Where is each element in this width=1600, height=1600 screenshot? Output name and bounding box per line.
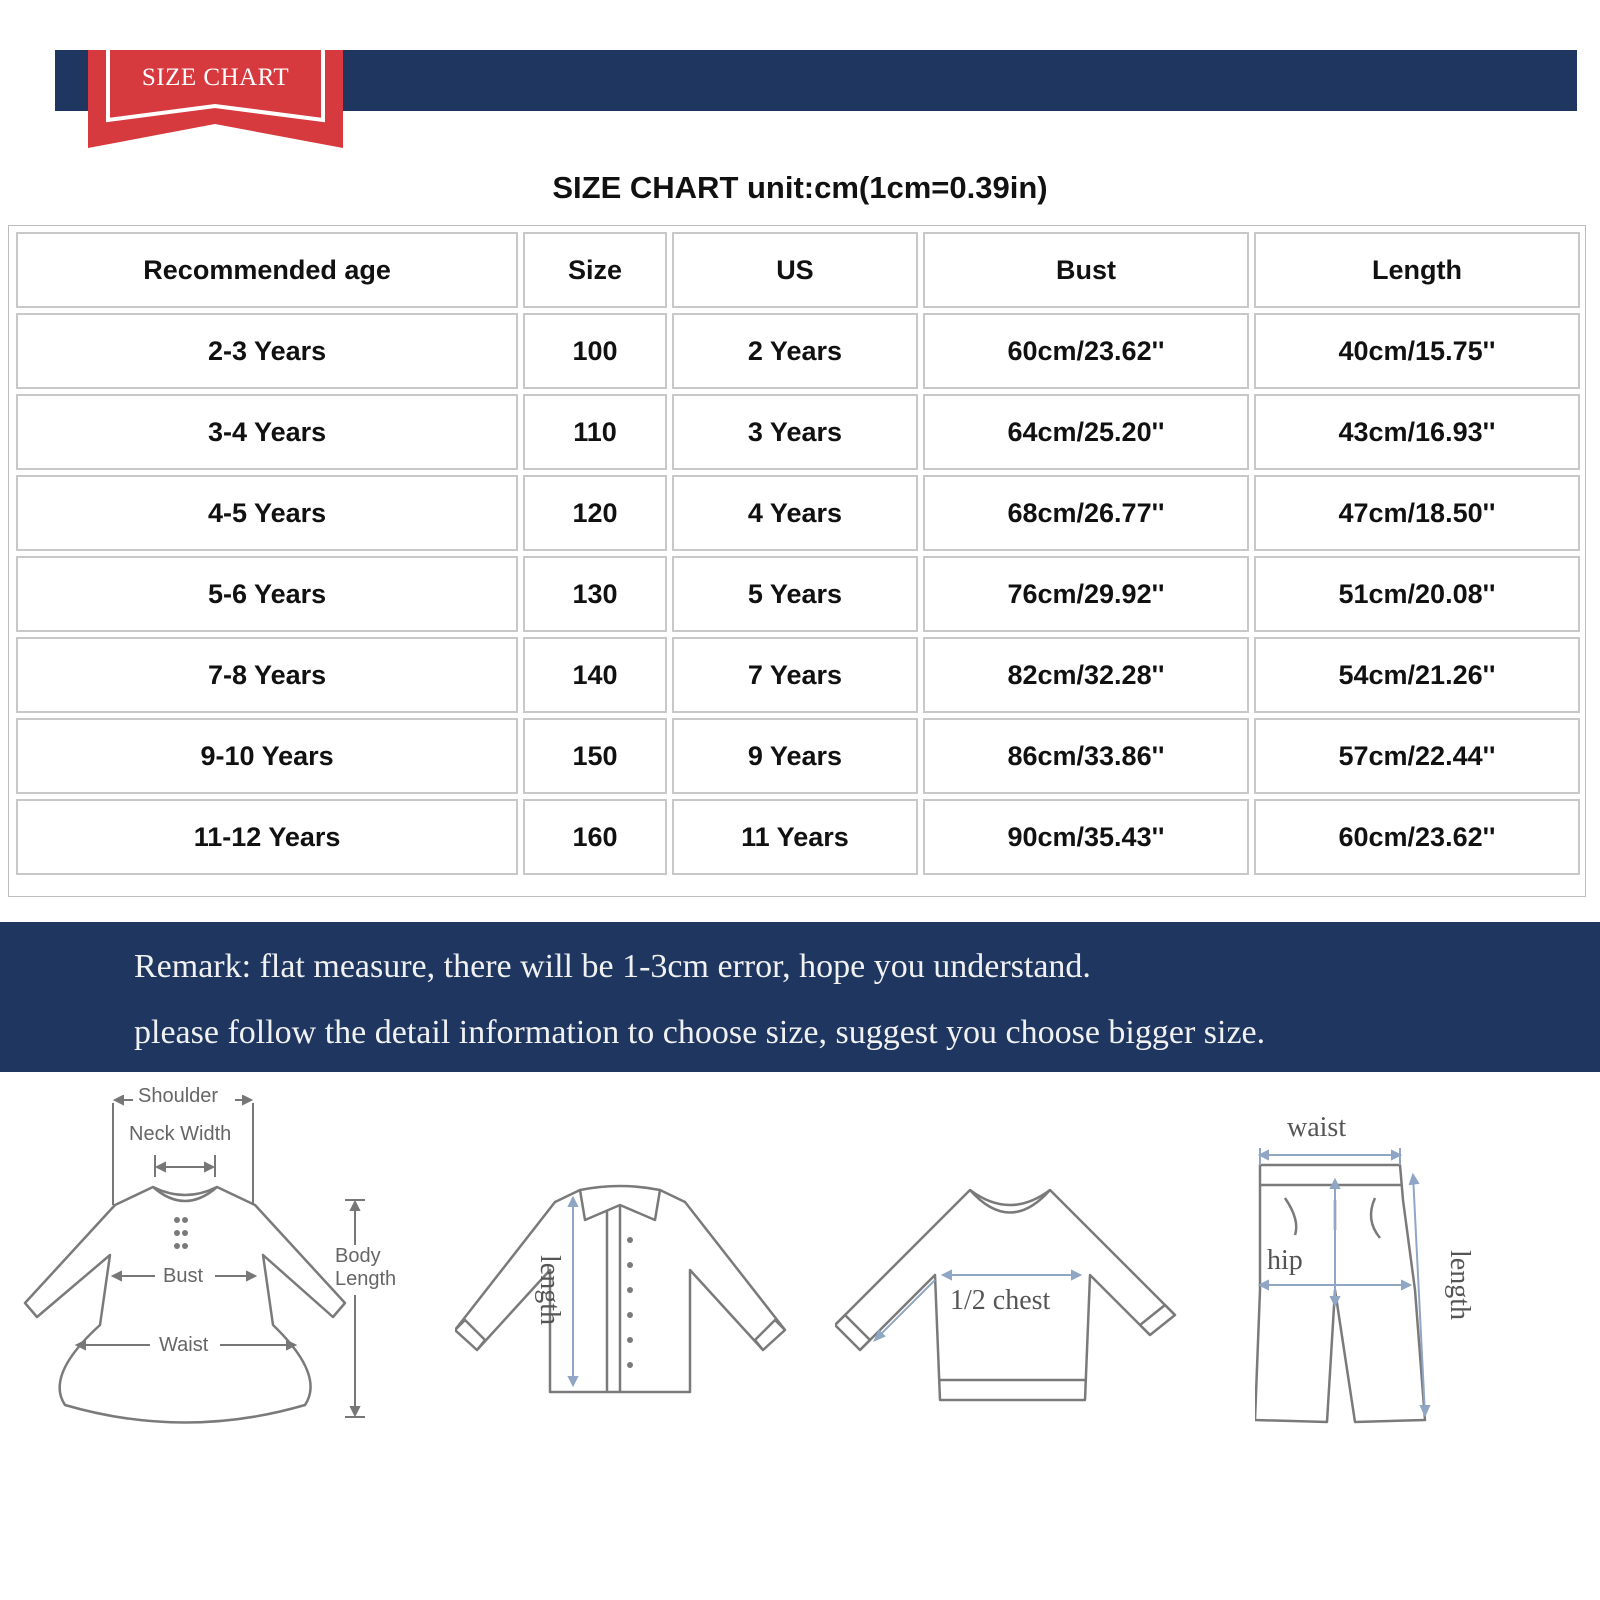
cell-age: 9-10 Years (16, 718, 518, 794)
label-half-chest: 1/2 chest (950, 1285, 1051, 1316)
cell-length: 57cm/22.44'' (1254, 718, 1580, 794)
dress-diagram (15, 1085, 415, 1445)
header-recommended-age: Recommended age (16, 232, 518, 308)
cell-length: 51cm/20.08'' (1254, 556, 1580, 632)
table-row (16, 556, 1580, 632)
cell-size: 120 (523, 475, 667, 551)
header-us: US (672, 232, 918, 308)
size-table (11, 227, 1585, 880)
label-pants-waist: waist (1287, 1112, 1347, 1143)
header-length: Length (1254, 232, 1580, 308)
cell-length: 40cm/15.75'' (1254, 313, 1580, 389)
ribbon-label: SIZE CHART (141, 64, 290, 91)
label-body-length: Length (335, 1268, 397, 1290)
table-row (16, 313, 1580, 389)
page-title: SIZE CHART unit:cm(1cm=0.39in) (552, 170, 1048, 205)
label-body: Body (335, 1245, 381, 1267)
sweater-diagram (835, 1180, 1185, 1410)
cell-bust: 82cm/32.28'' (923, 637, 1249, 713)
cell-bust: 60cm/23.62'' (923, 313, 1249, 389)
cell-age: 3-4 Years (16, 394, 518, 470)
cell-us: 11 Years (672, 799, 918, 875)
size-chart-ribbon (88, 50, 343, 150)
cell-bust: 64cm/25.20'' (923, 394, 1249, 470)
cell-length: 54cm/21.26'' (1254, 637, 1580, 713)
cell-age: 5-6 Years (16, 556, 518, 632)
cell-length: 47cm/18.50'' (1254, 475, 1580, 551)
cell-us: 7 Years (672, 637, 918, 713)
cell-age: 2-3 Years (16, 313, 518, 389)
cell-bust: 90cm/35.43'' (923, 799, 1249, 875)
remark-line-1: Remark: flat measure, there will be 1-3cm error, hope you understand. (134, 948, 1091, 985)
cell-size: 100 (523, 313, 667, 389)
label-bust: Bust (163, 1265, 204, 1287)
cell-us: 9 Years (672, 718, 918, 794)
table-row (16, 475, 1580, 551)
cell-age: 11-12 Years (16, 799, 518, 875)
pants-diagram (1255, 1112, 1505, 1430)
cell-us: 3 Years (672, 394, 918, 470)
cell-size: 110 (523, 394, 667, 470)
label-shoulder: Shoulder (138, 1085, 219, 1107)
table-row (16, 799, 1580, 875)
cell-age: 4-5 Years (16, 475, 518, 551)
table-header-row (16, 232, 1580, 308)
label-pants-length: length (1444, 1250, 1475, 1320)
cell-size: 140 (523, 637, 667, 713)
label-waist: Waist (159, 1334, 209, 1356)
cell-us: 2 Years (672, 313, 918, 389)
table-row (16, 637, 1580, 713)
remark-line-2: please follow the detail information to choose size, suggest you choose bigger size. (134, 1014, 1266, 1051)
label-pants-hip: hip (1267, 1245, 1303, 1276)
cell-bust: 86cm/33.86'' (923, 718, 1249, 794)
cell-bust: 76cm/29.92'' (923, 556, 1249, 632)
cell-bust: 68cm/26.77'' (923, 475, 1249, 551)
cell-size: 160 (523, 799, 667, 875)
cell-size: 130 (523, 556, 667, 632)
cell-length: 43cm/16.93'' (1254, 394, 1580, 470)
shirt-diagram (455, 1180, 805, 1410)
cell-length: 60cm/23.62'' (1254, 799, 1580, 875)
table-row (16, 394, 1580, 470)
cell-age: 7-8 Years (16, 637, 518, 713)
label-neck-width: Neck Width (129, 1123, 232, 1145)
shirt-outline-icon (455, 1180, 805, 1410)
cell-us: 4 Years (672, 475, 918, 551)
header-bust: Bust (923, 232, 1249, 308)
label-shirt-length: length (534, 1255, 565, 1325)
header-size: Size (523, 232, 667, 308)
cell-size: 150 (523, 718, 667, 794)
table-row (16, 718, 1580, 794)
cell-us: 5 Years (672, 556, 918, 632)
